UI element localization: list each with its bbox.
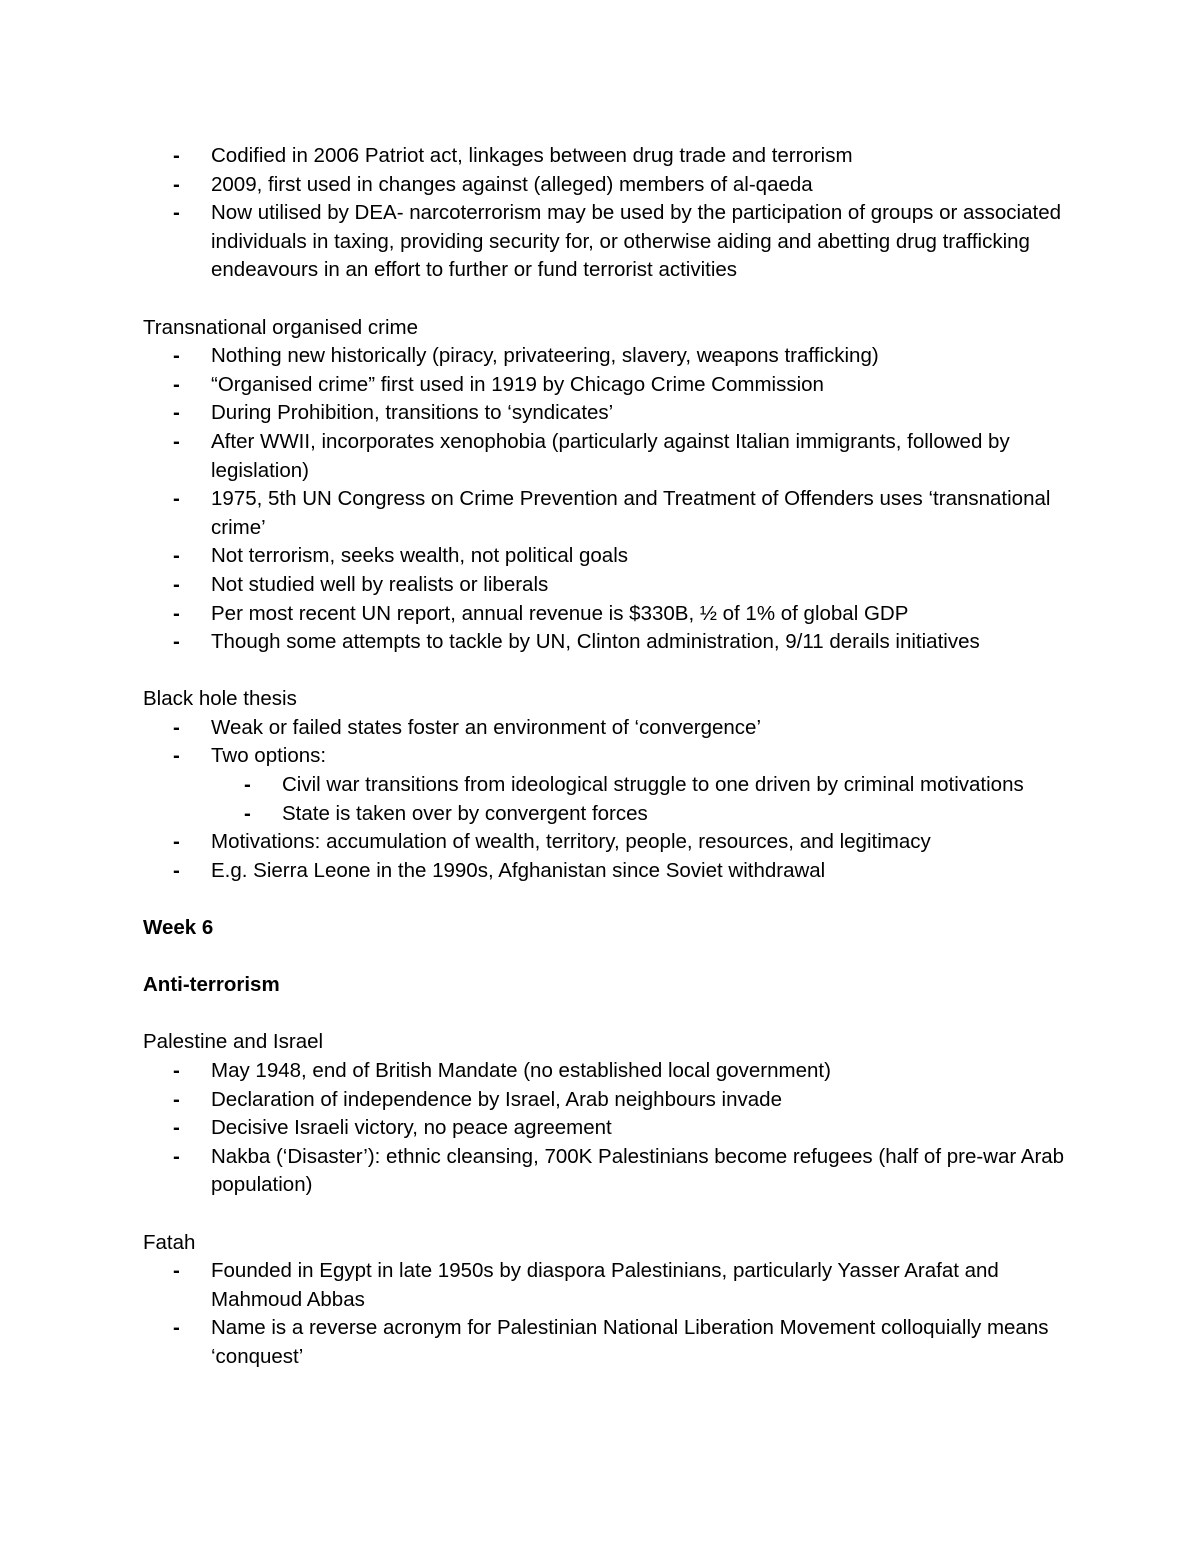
week-heading: Week 6	[143, 916, 214, 940]
section-title-fatah: Fatah	[143, 1230, 196, 1254]
list-item: - During Prohibition, transitions to ‘syndicates’	[143, 399, 1073, 428]
section-title-transnational-crime: Transnational organised crime	[143, 315, 418, 339]
list-item: - Nakba (‘Disaster’): ethnic cleansing, 700K Palestinians become refugees (half of pre-war Arab population)	[173, 1144, 1065, 1197]
intro-list	[143, 142, 1073, 285]
bullet-dash-icon: -	[173, 1259, 180, 1283]
list-item: - Per most recent UN report, annual revenue is $330B, ½ of 1% of global GDP	[143, 600, 1073, 629]
transnational-crime-list	[143, 342, 1073, 657]
bullet-dash-icon: -	[173, 172, 180, 196]
bullet-dash-icon: -	[173, 344, 180, 368]
list-item: - Weak or failed states foster an environment of ‘convergence’	[143, 714, 1073, 743]
list-item: - Not studied well by realists or liberals	[143, 571, 1073, 600]
bullet-dash-icon: -	[173, 544, 180, 568]
list-item: - Not terrorism, seeks wealth, not political goals	[143, 542, 1073, 571]
list-item: - May 1948, end of British Mandate (no established local government)	[143, 1057, 1073, 1086]
sub-list-item: - State is taken over by convergent forces	[211, 800, 1073, 829]
bullet-dash-icon: -	[173, 201, 180, 225]
list-item: - “Organised crime” first used in 1919 by Chicago Crime Commission	[143, 371, 1073, 400]
bullet-dash-icon: -	[173, 830, 180, 854]
section-title-black-hole-thesis: Black hole thesis	[143, 687, 297, 711]
bullet-dash-icon: -	[173, 1059, 180, 1082]
list-item: - Name is a reverse acronym for Palestinian National Liberation Movement colloquially means ‘conquest’	[173, 1316, 1049, 1368]
bullet-dash-icon: -	[173, 401, 180, 425]
bullet-dash-icon: -	[173, 429, 180, 453]
list-item: - E.g. Sierra Leone in the 1990s, Afghanistan since Soviet withdrawal	[143, 857, 1073, 886]
bullet-dash-icon: -	[173, 1144, 180, 1168]
topic-heading-anti-terrorism: Anti-terrorism	[143, 973, 280, 997]
list-item: - Decisive Israeli victory, no peace agreement	[143, 1114, 1073, 1143]
fatah-list	[143, 1257, 1073, 1371]
bullet-dash-icon: -	[173, 1316, 180, 1340]
bullet-dash-icon: -	[244, 773, 251, 797]
bullet-dash-icon: -	[173, 715, 180, 739]
list-item: - 2009, first used in changes against (alleged) members of al-qaeda	[143, 171, 1073, 200]
bullet-dash-icon: -	[244, 801, 251, 825]
list-item: - Founded in Egypt in late 1950s by diaspora Palestinians, particularly Yasser Arafat and Mahmoud Abbas	[173, 1259, 999, 1311]
bullet-dash-icon: -	[173, 744, 180, 768]
list-item: - Codified in 2006 Patriot act, linkages between drug trade and terrorism	[143, 142, 1073, 171]
section-title-palestine-israel: Palestine and Israel	[143, 1030, 324, 1054]
bullet-dash-icon: -	[173, 858, 180, 882]
bullet-dash-icon: -	[173, 487, 180, 511]
list-item: - Motivations: accumulation of wealth, territory, people, resources, and legitimacy	[143, 828, 1073, 857]
bullet-dash-icon: -	[173, 372, 180, 396]
two-options-sublist	[211, 771, 1073, 828]
palestine-israel-list	[143, 1057, 1073, 1200]
bullet-dash-icon: -	[173, 1087, 180, 1111]
sub-list-item: - Civil war transitions from ideological struggle to one driven by criminal motivations	[211, 771, 1073, 800]
black-hole-list	[143, 714, 1073, 886]
bullet-dash-icon: -	[173, 144, 180, 167]
bullet-dash-icon: -	[173, 572, 180, 596]
list-item: - 1975, 5th UN Congress on Crime Prevention and Treatment of Offenders uses ‘transnational crime’	[173, 487, 1051, 539]
bullet-dash-icon: -	[173, 630, 180, 654]
document-body	[143, 142, 1073, 1372]
bullet-dash-icon: -	[173, 601, 180, 625]
list-item: - After WWII, incorporates xenophobia (particularly against Italian immigrants, followed by legislation)	[173, 429, 1010, 482]
list-item: - Though some attempts to tackle by UN, Clinton administration, 9/11 derails initiatives	[143, 628, 1073, 657]
list-item: - Now utilised by DEA- narcoterrorism may be used by the participation of groups or associated individuals in taxing, providing security for, or otherwise aiding and abetting drug trafficking endeavours in an effort to further or fund terrorist activities	[173, 201, 1062, 282]
list-item: - Nothing new historically (piracy, privateering, slavery, weapons trafficking)	[143, 342, 1073, 371]
list-item: - Declaration of independence by Israel, Arab neighbours invade	[143, 1086, 1073, 1115]
list-item: - Two options: - Civil war transitions from ideological struggle to one driven by criminal motivations - State is taken over by convergent forces	[143, 742, 1073, 828]
bullet-dash-icon: -	[173, 1116, 180, 1140]
